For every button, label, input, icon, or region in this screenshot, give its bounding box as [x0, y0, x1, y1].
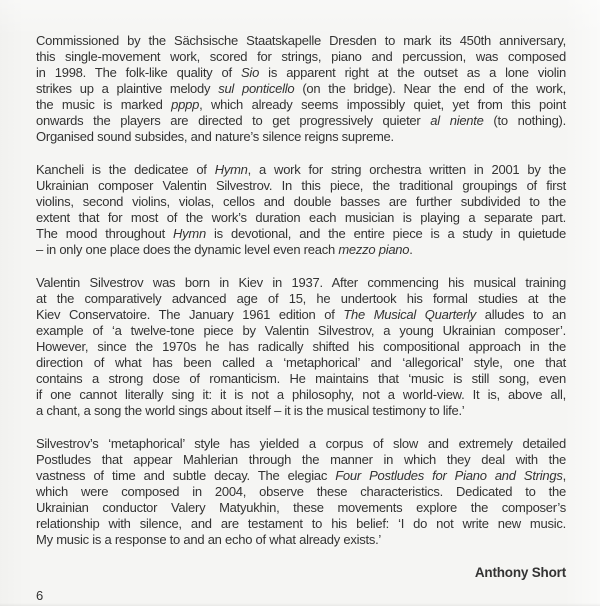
text-line: relationship with silence, and are testament to his belief: ‘I do not write new music.	[36, 516, 566, 531]
text-line: – in only one place does the dynamic level even reach mezzo piano.	[36, 242, 413, 257]
text-line: Commissioned by the Sächsische Staatskapelle Dresden to mark its 450th anniversary,	[36, 33, 566, 48]
text-line: at the comparatively advanced age of 15, he undertook his formal studies at the	[36, 291, 566, 306]
paragraph	[36, 436, 566, 548]
text-line: The mood throughout Hymn is devotional, and the entire piece is a study in quietude	[36, 226, 567, 241]
text-line: My music is a response to and an echo of what already exists.’	[36, 532, 382, 547]
author-byline: Anthony Short	[474, 565, 566, 580]
text-line: a chant, a song the world sings about itself – it is the musical testimony to life.’	[36, 403, 465, 418]
text-line: the music is marked pppp, which already seems impossibly quiet, yet from this point	[36, 97, 566, 112]
text-line: Kiev Conservatoire. The January 1961 edition of The Musical Quarterly alludes to an	[36, 307, 566, 322]
text-line: However, since the 1970s he has radically shifted his compositional approach in the	[36, 339, 566, 354]
text-line: in 1998. The folk-like quality of Sio is apparent right at the outset as a lone violin	[36, 65, 566, 80]
text-line: example of ‘a twelve-tone piece by Valentin Silvestrov, a young Ukrainian composer’.	[36, 323, 566, 338]
text-line: Ukrainian conductor Valery Matyukhin, these movements explore the composer’s	[36, 500, 566, 515]
text-line: vastness of time and subtle decay. The elegiac Four Postludes for Piano and Strings,	[36, 468, 566, 483]
text-line: contains a strong dose of romanticism. He maintains that ‘music is still song, even	[36, 371, 566, 386]
text-line: Organised sound subsides, and nature’s silence reigns supreme.	[36, 129, 394, 144]
text-line: extent that for most of the work’s duration each musician is playing a separate part.	[36, 210, 566, 225]
text-line: Valentin Silvestrov was born in Kiev in 1937. After commencing his musical training	[36, 275, 566, 290]
paragraph	[36, 275, 566, 419]
paragraph	[36, 162, 566, 258]
liner-notes-text	[36, 33, 566, 548]
text-line: Kancheli is the dedicatee of Hymn, a work for string orchestra written in 2001 by the	[36, 162, 567, 177]
text-line: direction of what has been called a ‘metaphorical’ and ‘allegorical’ style, one that	[36, 355, 566, 370]
text-line: Ukrainian composer Valentin Silvestrov. In this piece, the traditional groupings of first	[36, 178, 566, 193]
text-line: this single-movement work, scored for strings, piano and percussion, was composed	[36, 49, 566, 64]
text-line: Silvestrov’s ‘metaphorical’ style has yielded a corpus of slow and extremely detailed	[36, 436, 566, 451]
text-line: strikes up a plaintive melody sul ponticello (on the bridge). Near the end of the work,	[36, 81, 567, 96]
text-line: onwards the players are directed to get progressively quieter al niente (to nothing).	[36, 113, 566, 128]
page-number: 6	[36, 588, 44, 603]
text-line: violins, second violins, violas, cellos and double basses are further subdivided to the	[36, 194, 566, 209]
text-line: Postludes that appear Mahlerian through the manner in which they deal with the	[36, 452, 566, 467]
paragraph	[36, 33, 566, 145]
text-line: if one cannot literally sing it: it is not a philosophy, not a world-view. It is, above all,	[36, 387, 566, 402]
text-line: which were composed in 2004, observe these characteristics. Dedicated to the	[36, 484, 566, 499]
